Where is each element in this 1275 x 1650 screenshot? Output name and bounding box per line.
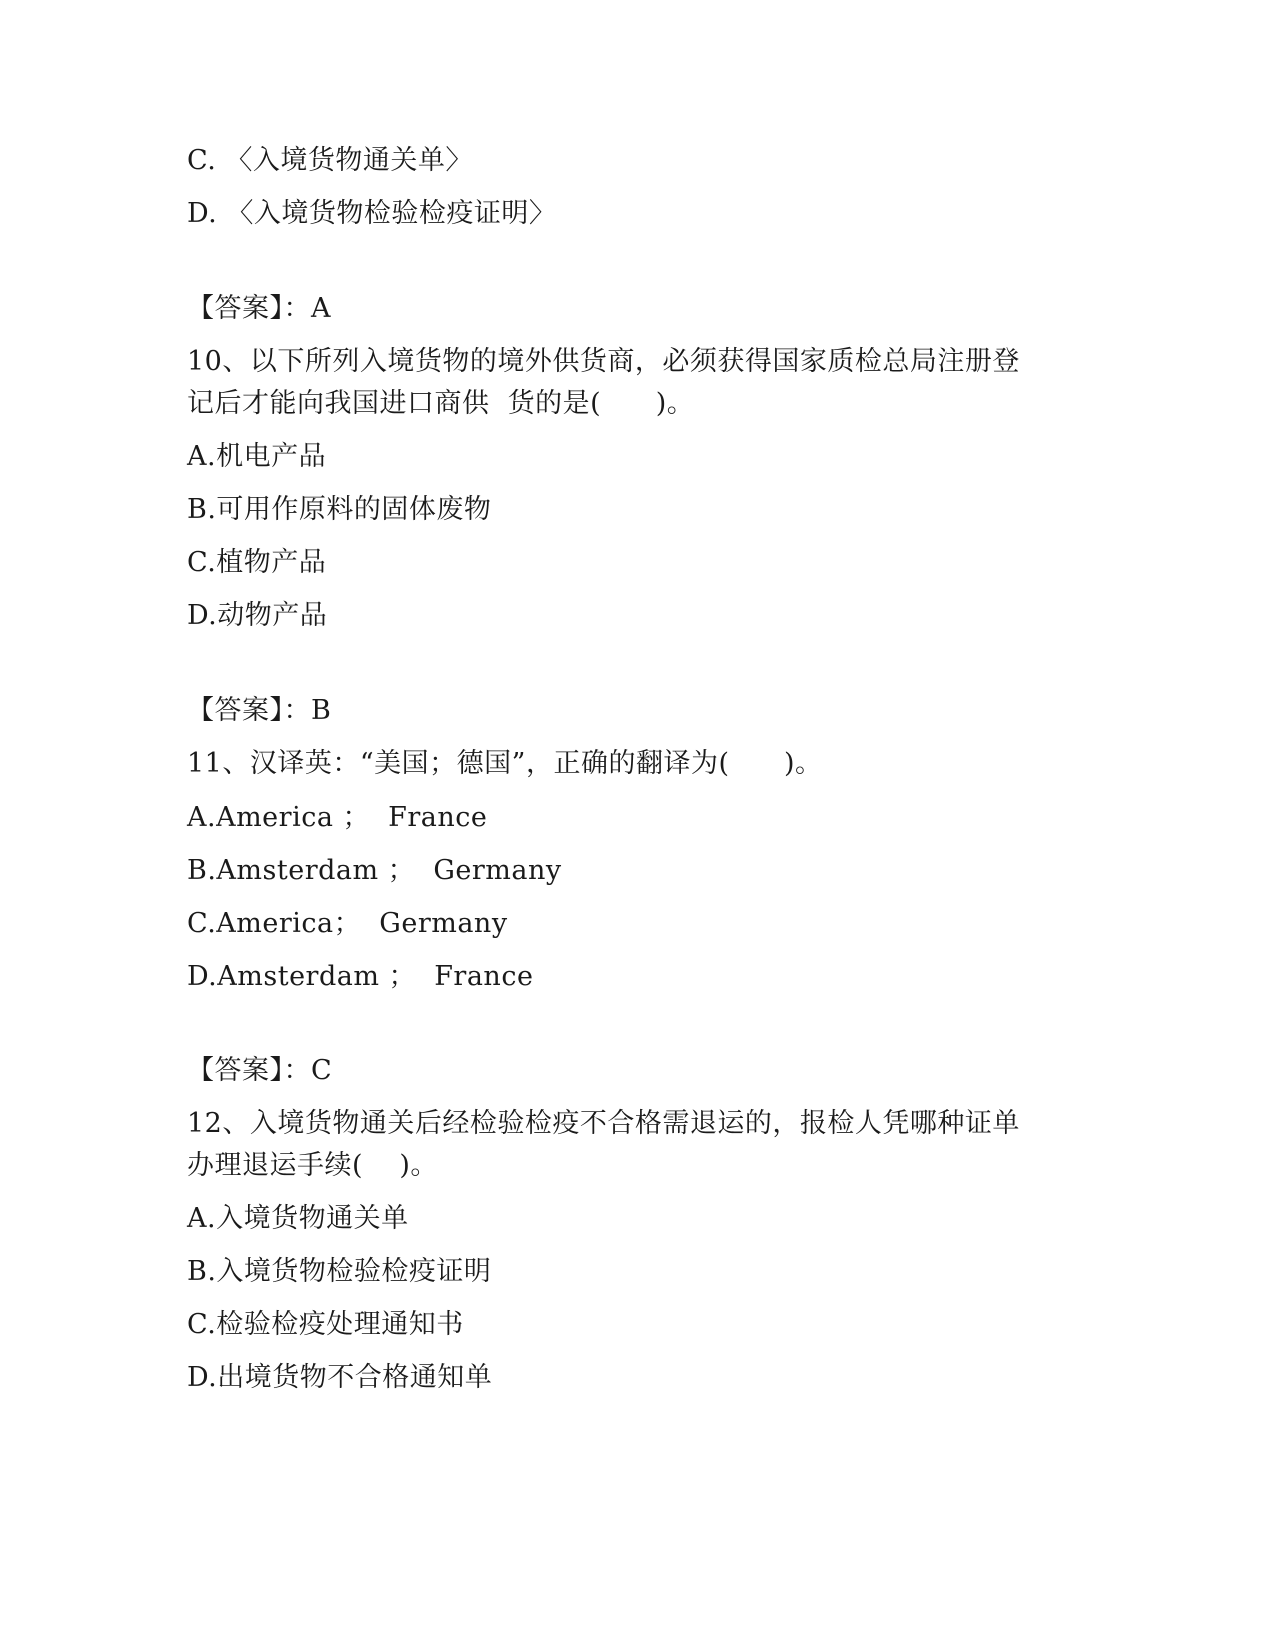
q11-answer: 【答案】：C <box>187 1055 333 1086</box>
q9-option-c: C. 〈入境货物通关单〉 <box>187 145 473 176</box>
q10-option-c: C.植物产品 <box>187 547 327 578</box>
q11-stem: 11、汉译英：“美国；德国”，正确的翻译为( )。 <box>187 748 823 779</box>
q12-option-c: C.检验检疫处理通知书 <box>187 1309 464 1340</box>
q10-answer: 【答案】：B <box>187 695 332 726</box>
q10-option-a: A.机电产品 <box>187 441 327 472</box>
q12-option-b: B.入境货物检验检疫证明 <box>187 1256 492 1287</box>
q12-stem-line-1: 12、入境货物通关后经检验检疫不合格需退运的，报检人凭哪种证单 <box>187 1108 1020 1139</box>
q10-option-d: D.动物产品 <box>187 600 328 631</box>
q12-option-a: A.入境货物通关单 <box>187 1203 409 1234</box>
q9-option-d: D. 〈入境货物检验检疫证明〉 <box>187 198 557 229</box>
q10-option-b: B.可用作原料的固体废物 <box>187 494 492 525</box>
q11-option-b: B.Amsterdam ； Germany <box>187 855 562 886</box>
q12-option-d: D.出境货物不合格通知单 <box>187 1362 493 1393</box>
q12-stem-line-2: 办理退运手续( )。 <box>187 1150 438 1181</box>
q10-stem-line-2: 记后才能向我国进口商供 货的是( )。 <box>187 388 695 419</box>
q10-stem-line-1: 10、以下所列入境货物的境外供货商，必须获得国家质检总局注册登 <box>187 346 1020 377</box>
q11-option-a: A.America ； France <box>187 802 488 833</box>
q11-option-d: D.Amsterdam ； France <box>187 961 534 992</box>
q9-answer: 【答案】：A <box>187 293 331 324</box>
q11-option-c: C.America； Germany <box>187 908 508 939</box>
